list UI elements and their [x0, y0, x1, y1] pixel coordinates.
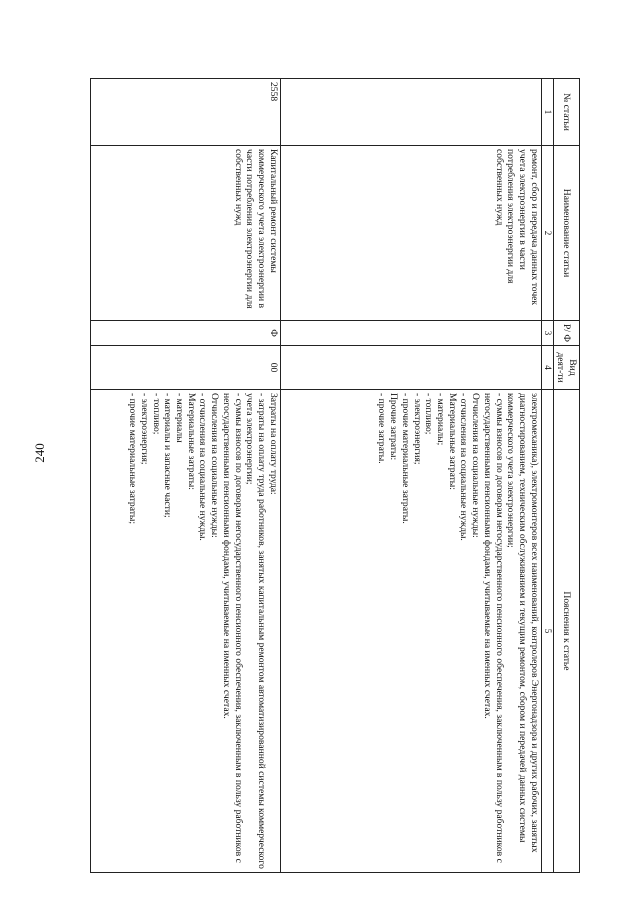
article-name: ремонт, сбор и передача данных точек учета электроэнергии в части потребления электроэнергии для собственных нужд: [280, 146, 541, 321]
explanation-line: - суммы взносов по договорам негосударственного пенсионного обеспечения, заключенным в пользу работников с негосударственными пенсионными фондами, учитываемые на именных счетах.: [481, 393, 505, 866]
explanation-line: - суммы взносов по договорам негосударственного пенсионного обеспечения, заключенным в пользу работников с негосударственными пенсионными фондами, учитываемые на именных счетах.: [220, 393, 244, 866]
article-number: 2558: [91, 79, 281, 146]
header-explanation: Пояснения к статье: [553, 390, 579, 873]
header-rf: Р/ Ф: [553, 321, 579, 346]
document-sheet: [90, 78, 580, 873]
header-row: [553, 79, 579, 873]
explanation-line: - материалы;: [435, 393, 446, 446]
explanation-line: - электроэнергия;: [138, 393, 150, 465]
explanation-line: - материалы и запасные части;: [162, 393, 174, 518]
explanation-line: Затраты на оплату труда:: [267, 393, 279, 495]
explanation-list: [126, 393, 279, 872]
article-rf: [280, 321, 541, 346]
explanation-list: [376, 393, 540, 869]
column-number-row: [541, 79, 553, 873]
article-activity: 00: [91, 346, 281, 390]
explanation-line: - отчисления на социальные нужды.: [197, 393, 209, 541]
explanation-line: - материалы: [174, 393, 185, 443]
column-number: 1: [541, 79, 553, 146]
table-row: [91, 79, 281, 873]
header-activity-type: Вид деят-ти: [553, 346, 579, 390]
column-number: 3: [541, 321, 553, 346]
explanation-line: - отчисления на социальные нужды.: [458, 393, 470, 541]
article-explanation: [280, 390, 541, 873]
column-number: 4: [541, 346, 553, 390]
explanation-line: Материальные затраты:: [185, 393, 197, 490]
explanation-line: - прочие затраты.: [376, 393, 388, 464]
explanation-line: - прочие материальные затраты.: [399, 393, 411, 524]
article-activity: [280, 346, 541, 390]
articles-table: [90, 78, 580, 873]
explanation-line: - электроэнергия;: [411, 393, 423, 465]
article-rf: Ф: [91, 321, 281, 346]
table-row: [280, 79, 541, 873]
article-name: Капитальный ремонт системы коммерческого учета электроэнергии в части потребления электроэнергии для собственных нужд: [91, 146, 281, 321]
explanation-line: Материальные затраты:: [446, 393, 458, 490]
article-number: [280, 79, 541, 146]
rotated-table-container: [90, 78, 580, 873]
explanation-line: электромеханика), электромонтеров всех наименований, контролеров Энергонадзора и других рабочих, занятых диагностированием, техническим обслуживанием и текущим ремонтом, сбором и передачей данных системы коммерческого учета электроэнергии;: [505, 393, 540, 855]
header-article-number: № статьи: [553, 79, 579, 146]
explanation-line: - затраты на оплату труда работников, занятых капитальным ремонтом автоматизированной системы коммерческого учета электроэнергии;: [244, 393, 267, 872]
explanation-line: Отчисления на социальные нужды:: [470, 393, 482, 538]
explanation-line: Отчисления на социальные нужды:: [209, 393, 221, 538]
explanation-line: - топливо;: [423, 393, 435, 435]
article-explanation: [91, 390, 281, 873]
header-article-name: Наименование статьи: [553, 146, 579, 321]
explanation-line: Прочие затраты:: [388, 393, 400, 461]
page-number: 240: [32, 443, 47, 463]
explanation-line: - прочие материальные затраты;: [127, 393, 139, 525]
explanation-line: - топливо;: [150, 393, 162, 435]
column-number: 5: [541, 390, 553, 873]
column-number: 2: [541, 146, 553, 321]
